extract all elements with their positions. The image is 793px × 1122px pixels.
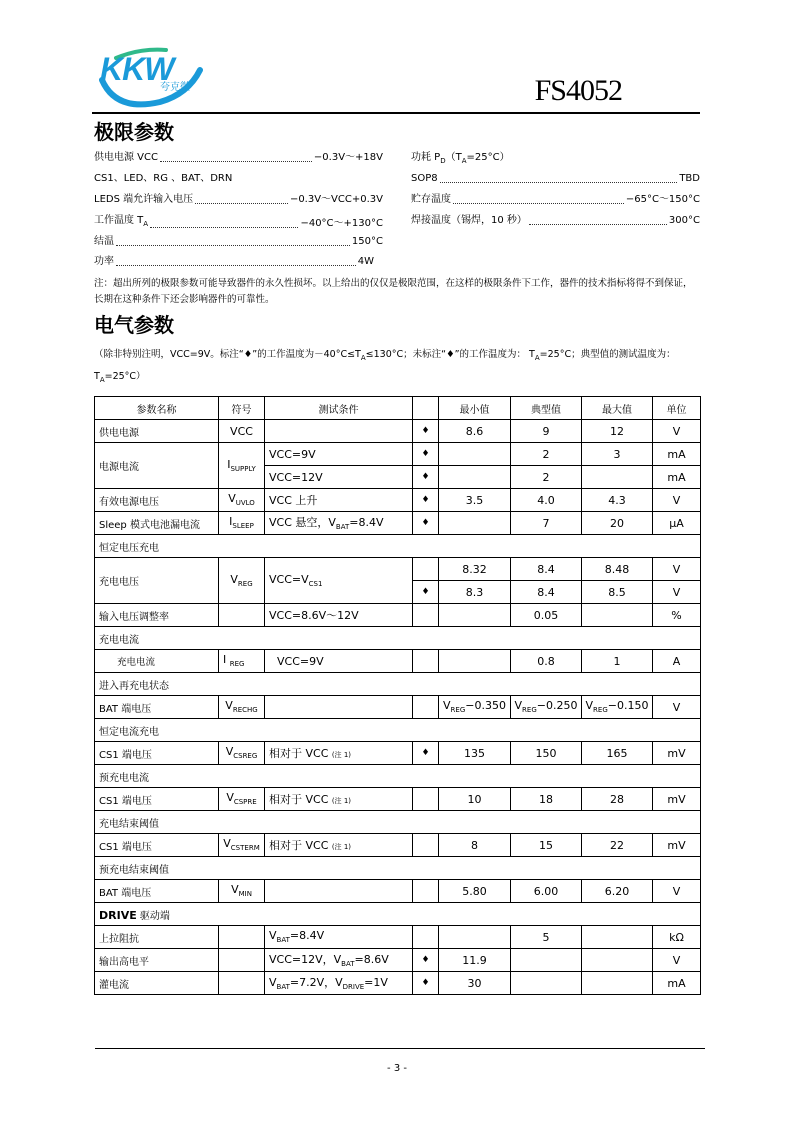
logo-graphic [96, 40, 208, 110]
typ-value: 5 [511, 926, 582, 949]
col-header-temp-flag [413, 397, 439, 420]
section-label: 充电电流 [95, 627, 701, 650]
table-row [95, 834, 701, 857]
max-value: $V_{REG}-0.150$ [582, 696, 653, 719]
unit: V [653, 949, 701, 972]
full-temp-marker [413, 788, 439, 811]
table-header-row [95, 397, 701, 420]
max-value: 12 [582, 420, 653, 443]
min-value [439, 604, 511, 627]
logo-text: KKW [100, 51, 174, 87]
full-temp-marker: ♦ [413, 949, 439, 972]
table-row [95, 949, 701, 972]
param-name: 充电电流 [95, 650, 219, 673]
unit: V [653, 581, 701, 604]
abs-label: 工作温度 $T_A$ [94, 215, 149, 228]
full-temp-marker: ♦ [413, 581, 439, 604]
symbol [219, 972, 265, 995]
electrical-title: 电气参数 [94, 313, 174, 337]
param-name: BAT 端电压 [95, 880, 219, 903]
symbol [219, 926, 265, 949]
part-number: FS4052 [534, 74, 622, 107]
abs-value: 150°C [351, 236, 383, 247]
table-row [95, 443, 701, 466]
param-name: 输入电压调整率 [95, 604, 219, 627]
col-header-min: 最小值 [439, 397, 511, 420]
unit: V [653, 489, 701, 512]
abs-row-leds [94, 193, 383, 207]
param-name: CS1 端电压 [95, 742, 219, 765]
table-section-row [95, 535, 701, 558]
table-section-row [95, 765, 701, 788]
symbol: $V_{CSTERM}$ [219, 834, 265, 857]
param-name: 灌电流 [95, 972, 219, 995]
typ-value: 0.05 [511, 604, 582, 627]
abs-value: 4W [357, 256, 374, 267]
electrical-conditions-line2: $T_A=25^\circ C$） [94, 371, 146, 384]
abs-value: 300°C [668, 215, 700, 226]
symbol [219, 604, 265, 627]
unit: mV [653, 834, 701, 857]
section-label: 充电结束阈值 [95, 811, 701, 834]
max-value [582, 466, 653, 489]
full-temp-marker: ♦ [413, 742, 439, 765]
full-temp-marker: ♦ [413, 489, 439, 512]
min-value [439, 443, 511, 466]
symbol: $V_{CSPRE}$ [219, 788, 265, 811]
unit: μA [653, 512, 701, 535]
section-label: DRIVE 驱动端 [95, 903, 701, 926]
condition [265, 420, 413, 443]
abs-label: 供电电源 VCC [94, 152, 158, 163]
max-value [582, 972, 653, 995]
typ-value: 0.8 [511, 650, 582, 673]
min-value [439, 466, 511, 489]
min-value: 8.32 [439, 558, 511, 581]
col-header-condition: 测试条件 [265, 397, 413, 420]
typ-value: 9 [511, 420, 582, 443]
full-temp-marker [413, 558, 439, 581]
abs-label: SOP8 [411, 173, 438, 184]
full-temp-marker [413, 604, 439, 627]
max-value: 8.48 [582, 558, 653, 581]
abs-row-sop8 [411, 172, 700, 186]
max-value: 1 [582, 650, 653, 673]
abs-value: −0.3V～VCC+0.3V [289, 194, 383, 205]
company-logo [96, 40, 208, 110]
table-row [95, 512, 701, 535]
abs-value: −0.3V～+18V [313, 152, 383, 163]
full-temp-marker [413, 696, 439, 719]
param-name: 有效电源电压 [95, 489, 219, 512]
section-label: 进入再充电状态 [95, 673, 701, 696]
condition: VCC=12V，$V_{BAT}=8.6V$ [265, 949, 413, 972]
condition: 相对于 VCC (注 1) [265, 834, 413, 857]
abs-value: −40°C～+130°C [300, 218, 383, 229]
table-section-row [95, 811, 701, 834]
param-name: 输出高电平 [95, 949, 219, 972]
full-temp-marker: ♦ [413, 512, 439, 535]
condition [265, 696, 413, 719]
unit: kΩ [653, 926, 701, 949]
table-section-row [95, 673, 701, 696]
table-section-row [95, 627, 701, 650]
condition: VCC 上升 [265, 489, 413, 512]
full-temp-marker: ♦ [413, 443, 439, 466]
max-value: 4.3 [582, 489, 653, 512]
electrical-conditions-line1: （除非特别注明，VCC=9V。标注“♦”的工作温度为$-40^\circ C\le T_A\le 130^\circ C$；未标注“♦”的工作温度为： $T_A=25^\circ C$；典型值的测试温度为： [94, 349, 676, 362]
full-temp-marker [413, 650, 439, 673]
table-row [95, 696, 701, 719]
condition: VCC=9V [265, 650, 413, 673]
abs-row-pins [94, 172, 383, 186]
max-value [582, 604, 653, 627]
table-row [95, 742, 701, 765]
unit: mA [653, 443, 701, 466]
min-value [439, 650, 511, 673]
table-row [95, 558, 701, 581]
param-name: 上拉阻抗 [95, 926, 219, 949]
col-header-unit: 单位 [653, 397, 701, 420]
param-name: 供电电源 [95, 420, 219, 443]
max-value: 22 [582, 834, 653, 857]
param-name: Sleep 模式电池漏电流 [95, 512, 219, 535]
unit: V [653, 420, 701, 443]
typ-value: 4.0 [511, 489, 582, 512]
table-row [95, 972, 701, 995]
abs-value: −65°C～150°C [625, 194, 700, 205]
max-value [582, 949, 653, 972]
min-value: $V_{REG}-0.350$ [439, 696, 511, 719]
abs-label: 贮存温度 [411, 194, 451, 205]
abs-label: 功率 [94, 256, 114, 267]
symbol: $V_{MIN}$ [219, 880, 265, 903]
param-name: CS1 端电压 [95, 834, 219, 857]
unit: mV [653, 788, 701, 811]
abs-row-vcc [94, 151, 383, 165]
section-label: 预充电电流 [95, 765, 701, 788]
abs-max-title: 极限参数 [94, 120, 174, 144]
abs-value: TBD [679, 173, 700, 184]
symbol: $V_{UVLO}$ [219, 489, 265, 512]
symbol: I $_{REG}$ [219, 650, 265, 673]
abs-row-solder [411, 214, 700, 228]
full-temp-marker: ♦ [413, 972, 439, 995]
unit: V [653, 558, 701, 581]
footer-divider [95, 1048, 705, 1049]
col-header-max: 最大值 [582, 397, 653, 420]
condition: VCC 悬空，$V_{BAT}=8.4V$ [265, 512, 413, 535]
table-section-row [95, 719, 701, 742]
symbol: VCC [219, 420, 265, 443]
unit: % [653, 604, 701, 627]
full-temp-marker: ♦ [413, 420, 439, 443]
full-temp-marker [413, 834, 439, 857]
symbol [219, 949, 265, 972]
abs-label: LEDS 端允许输入电压 [94, 194, 194, 205]
max-value: 8.5 [582, 581, 653, 604]
typ-value [511, 972, 582, 995]
min-value: 8.3 [439, 581, 511, 604]
min-value: 30 [439, 972, 511, 995]
max-value: 6.20 [582, 880, 653, 903]
max-value: 3 [582, 443, 653, 466]
table-row [95, 489, 701, 512]
full-temp-marker [413, 880, 439, 903]
header-divider [92, 112, 700, 114]
typ-value: 2 [511, 466, 582, 489]
condition: $VCC=V_{CS1}$ [265, 558, 413, 604]
symbol: $I_{SLEEP}$ [219, 512, 265, 535]
col-header-typ: 典型值 [511, 397, 582, 420]
unit: mA [653, 466, 701, 489]
abs-note-line1: 注：超出所列的极限参数可能导致器件的永久性损坏。以上给出的仅仅是极限范围，在这样的极限条件下工作，器件的技术指标将得不到保证， [94, 278, 693, 289]
min-value [439, 512, 511, 535]
condition: VCC=9V [265, 443, 413, 466]
condition [265, 880, 413, 903]
abs-row-storage [411, 193, 700, 207]
min-value: 8.6 [439, 420, 511, 443]
max-value: 165 [582, 742, 653, 765]
abs-label: 焊接温度（锡焊，10 秒） [411, 215, 527, 226]
section-label: 恒定电压充电 [95, 535, 701, 558]
table-row [95, 650, 701, 673]
typ-value [511, 949, 582, 972]
param-name: 充电电压 [95, 558, 219, 604]
max-value: 28 [582, 788, 653, 811]
min-value: 135 [439, 742, 511, 765]
param-name: CS1 端电压 [95, 788, 219, 811]
section-label: 恒定电流充电 [95, 719, 701, 742]
table-row [95, 604, 701, 627]
symbol: $V_{CSREG}$ [219, 742, 265, 765]
logo-subtext: 夸克微 [160, 82, 190, 93]
section-label: 预充电结束阈值 [95, 857, 701, 880]
table-section-row [95, 857, 701, 880]
max-value: 20 [582, 512, 653, 535]
typ-value: 7 [511, 512, 582, 535]
min-value: 10 [439, 788, 511, 811]
unit: V [653, 880, 701, 903]
abs-row-junction [94, 235, 383, 249]
abs-label: CS1、LED、RG 、BAT、DRN [94, 173, 233, 184]
table-row [95, 926, 701, 949]
typ-value: 6.00 [511, 880, 582, 903]
col-header-symbol: 符号 [219, 397, 265, 420]
abs-label: 结温 [94, 236, 114, 247]
min-value: 8 [439, 834, 511, 857]
typ-value: 150 [511, 742, 582, 765]
unit: mV [653, 742, 701, 765]
symbol: $I_{SUPPLY}$ [219, 443, 265, 489]
typ-value: 18 [511, 788, 582, 811]
min-value: 3.5 [439, 489, 511, 512]
symbol: $V_{RECHG}$ [219, 696, 265, 719]
condition: $V_{BAT}=8.4V$ [265, 926, 413, 949]
min-value [439, 926, 511, 949]
condition: VCC=12V [265, 466, 413, 489]
param-name: 电源电流 [95, 443, 219, 489]
abs-label: 功耗 $P_D(T_A=25^\circ C)$ [411, 152, 510, 165]
typ-value: 2 [511, 443, 582, 466]
typ-value: $V_{REG}-0.250$ [511, 696, 582, 719]
unit: A [653, 650, 701, 673]
full-temp-marker: ♦ [413, 466, 439, 489]
table-row [95, 880, 701, 903]
condition: VCC=8.6V～12V [265, 604, 413, 627]
condition: 相对于 VCC (注 1) [265, 742, 413, 765]
max-value [582, 926, 653, 949]
electrical-spec-table [94, 396, 701, 995]
typ-value: 8.4 [511, 581, 582, 604]
min-value: 5.80 [439, 880, 511, 903]
abs-row-pd [411, 151, 700, 168]
table-section-row [95, 903, 701, 926]
unit: mA [653, 972, 701, 995]
condition: 相对于 VCC (注 1) [265, 788, 413, 811]
table-row [95, 420, 701, 443]
unit: V [653, 696, 701, 719]
page-number: - 3 - [387, 1063, 407, 1074]
full-temp-marker [413, 926, 439, 949]
abs-row-power [94, 255, 374, 269]
min-value: 11.9 [439, 949, 511, 972]
symbol: $V_{REG}$ [219, 558, 265, 604]
abs-note-line2: 长期在这种条件下还会影响器件的可靠性。 [94, 294, 275, 305]
condition: $V_{BAT}=7.2V$，$V_{DRIVE}=1V$ [265, 972, 413, 995]
abs-row-op-temp [94, 214, 383, 231]
col-header-param: 参数名称 [95, 397, 219, 420]
param-name: BAT 端电压 [95, 696, 219, 719]
table-row [95, 788, 701, 811]
typ-value: 8.4 [511, 558, 582, 581]
typ-value: 15 [511, 834, 582, 857]
